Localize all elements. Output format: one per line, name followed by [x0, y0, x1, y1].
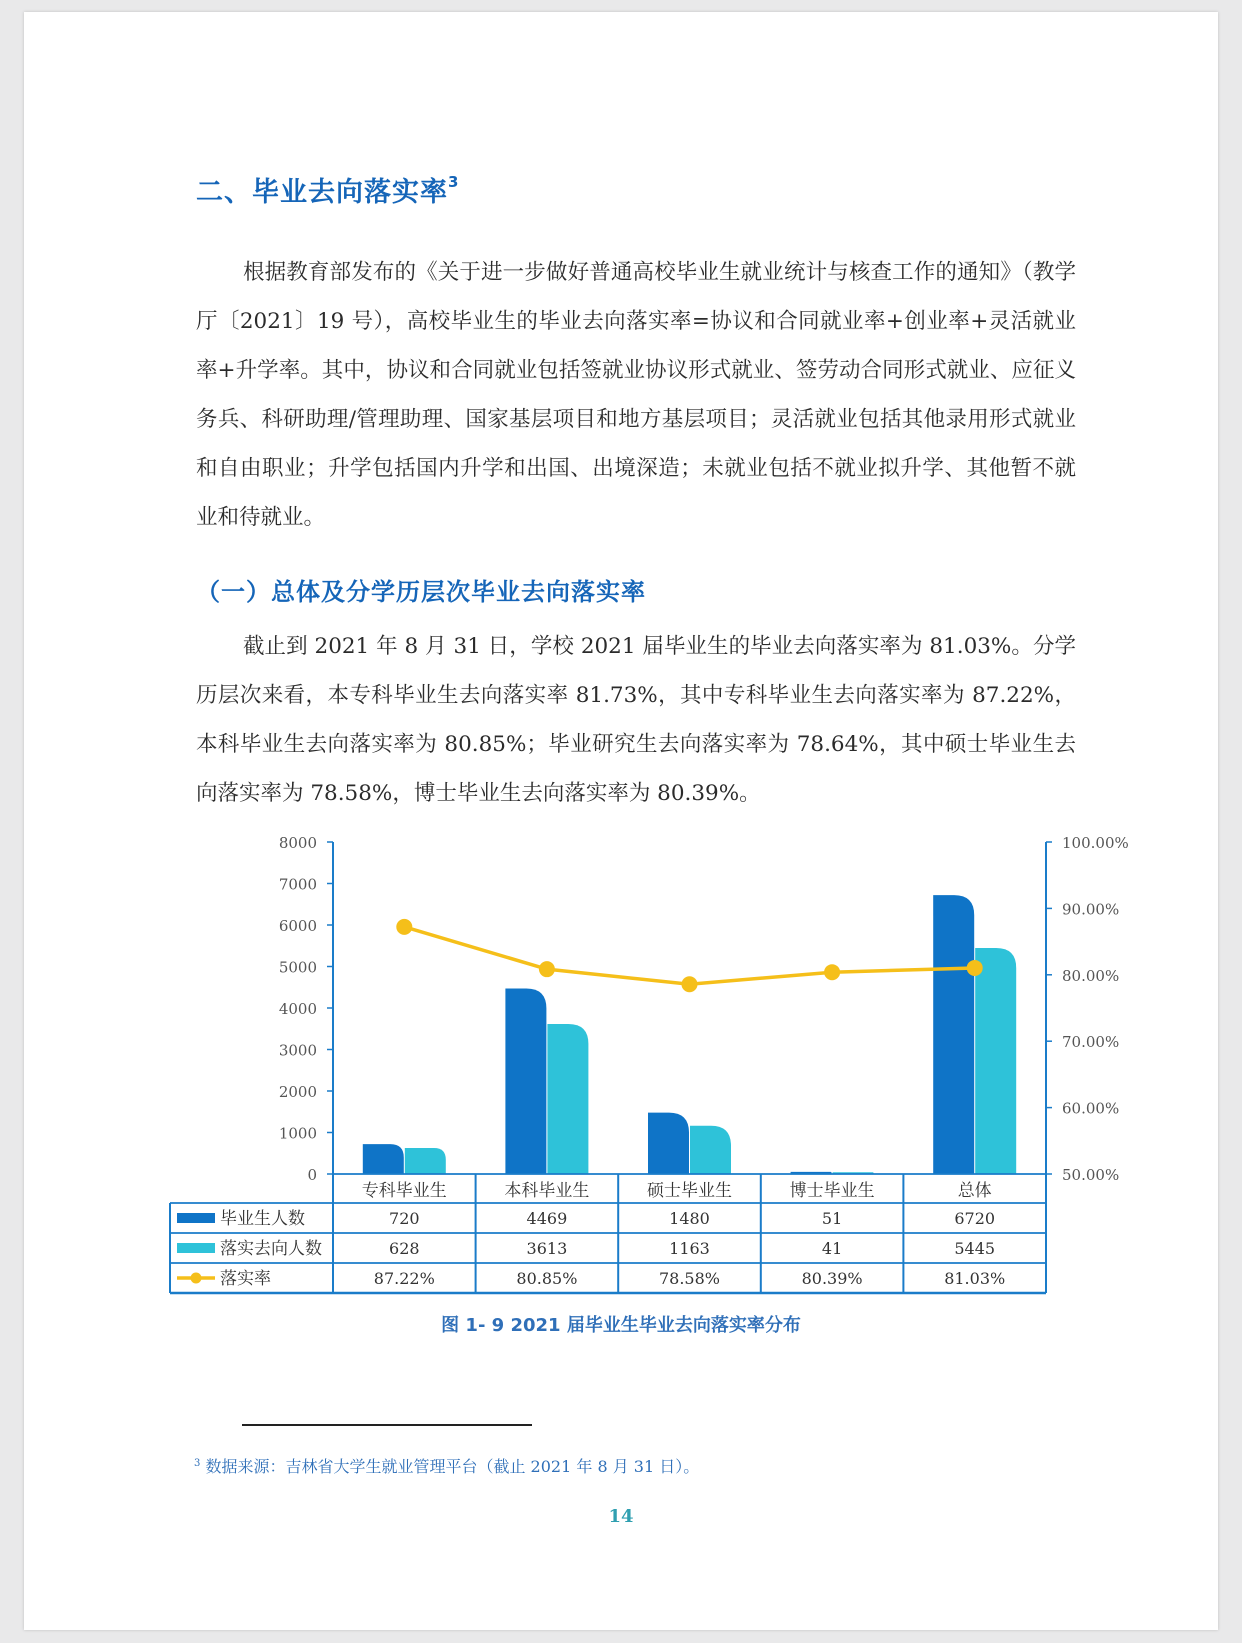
rate-point-2	[682, 976, 698, 992]
footnote-text: 数据来源：吉林省大学生就业管理平台（截止 2021 年 8 月 31 日）。	[205, 1457, 700, 1476]
right-axis-tick-label: 100.00%	[1062, 834, 1129, 852]
category-label-2: 硕士毕业生	[647, 1181, 732, 1201]
bar-placed-2	[690, 1126, 731, 1174]
page-number: 14	[608, 1506, 634, 1527]
table-cell-2-4: 81.03%	[944, 1269, 1006, 1288]
bar-graduates-1	[505, 989, 546, 1174]
right-axis-tick-label: 60.00%	[1062, 1099, 1120, 1118]
table-cell-1-1: 3613	[526, 1239, 568, 1258]
table-cell-0-2: 1480	[669, 1209, 710, 1228]
rate-line	[404, 927, 974, 984]
left-axis-tick-label: 5000	[278, 958, 317, 977]
rate-point-0	[396, 919, 412, 935]
table-cell-2-0: 87.22%	[373, 1269, 435, 1288]
table-cell-0-4: 6720	[954, 1209, 996, 1228]
footnote-divider	[242, 1424, 532, 1426]
bar-graduates-2	[648, 1113, 689, 1174]
legend-label-1: 落实去向人数	[220, 1239, 322, 1259]
intro-paragraph: 根据教育部发布的《关于进一步做好普通高校毕业生就业统计与核查工作的通知》（教学厅〔2021〕19 号），高校毕业生的毕业去向落实率=协议和合同就业率+创业率+灵活就业率+升学率。其中，协议和合同就业包括签就业协议形式就业、签劳动合同形式就业、应征义务兵、科研助理/管理助理、国家基层项目和地方基层项目；灵活就业包括其他录用形式就业和自由职业；升学包括国内升学和出国、出境深造；未就业包括不就业拟升学、其他暂不就业和待就业。	[196, 260, 1076, 530]
table-cell-2-3: 80.39%	[801, 1269, 863, 1288]
right-axis-tick-label: 70.00%	[1062, 1033, 1120, 1052]
rate-point-4	[967, 960, 983, 976]
summary-paragraph: 截止到 2021 年 8 月 31 日，学校 2021 届毕业生的毕业去向落实率为 81.03%。分学历层次来看，本专科毕业生去向落实率 81.73%，其中专科毕业生去向落实率为 87.22%，本科毕业生去向落实率为 80.85%；毕业研究生去向落实率为 78.64%，其中硕士毕业生去向落实率为 78.58%，博士毕业生去向落实率为 80.39%。	[196, 634, 1076, 806]
legend-label-0: 毕业生人数	[220, 1209, 305, 1229]
bar-graduates-4	[933, 895, 974, 1174]
table-cell-2-1: 80.85%	[516, 1269, 578, 1288]
table-cell-1-3: 41	[821, 1239, 843, 1258]
left-axis-tick-label: 7000	[278, 875, 317, 894]
footnote-reference: 3	[448, 173, 460, 191]
legend-label-2: 落实率	[220, 1269, 271, 1289]
left-axis-tick-label: 1000	[278, 1124, 317, 1143]
table-cell-0-0: 720	[389, 1209, 420, 1228]
left-axis-tick-label: 3000	[278, 1041, 317, 1060]
left-axis-tick-label: 0	[307, 1166, 317, 1184]
table-cell-0-3: 51	[821, 1209, 843, 1228]
legend-key-0	[177, 1213, 215, 1223]
category-label-0: 专科毕业生	[361, 1181, 447, 1201]
legend-key-marker-2	[191, 1273, 202, 1284]
bar-placed-4	[975, 948, 1016, 1174]
table-cell-1-4: 5445	[954, 1239, 996, 1258]
category-label-3: 博士毕业生	[789, 1181, 875, 1201]
bar-graduates-0	[363, 1144, 404, 1174]
rate-point-3	[824, 964, 840, 980]
table-cell-0-1: 4469	[526, 1209, 568, 1228]
category-label-1: 本科毕业生	[504, 1181, 590, 1201]
category-label-4: 总体	[957, 1181, 992, 1201]
table-cell-2-2: 78.58%	[658, 1269, 721, 1288]
right-axis-tick-label: 50.00%	[1062, 1166, 1120, 1184]
section-heading: 二、毕业去向落实率$^3$	[196, 173, 460, 208]
footnote	[194, 1454, 699, 1477]
rate-point-1	[539, 961, 555, 977]
left-axis-tick-label: 4000	[278, 1000, 317, 1018]
figure-caption: 图 1- 9 2021 届毕业生毕业去向落实率分布	[441, 1315, 801, 1336]
subsection-heading: （一）总体及分学历层次毕业去向落实率	[196, 578, 646, 606]
table-cell-1-0: 628	[389, 1239, 420, 1258]
footnote-mark: 3	[194, 1458, 201, 1469]
bar-placed-0	[405, 1148, 446, 1174]
right-axis-tick-label: 80.00%	[1062, 966, 1120, 985]
left-axis-tick-label: 2000	[278, 1083, 317, 1101]
left-axis-tick-label: 8000	[278, 834, 317, 852]
right-axis-tick-label: 90.00%	[1062, 900, 1120, 919]
legend-key-1	[177, 1243, 215, 1253]
table-cell-1-2: 1163	[669, 1239, 710, 1258]
bar-placed-1	[547, 1024, 588, 1174]
left-axis-tick-label: 6000	[278, 917, 317, 935]
